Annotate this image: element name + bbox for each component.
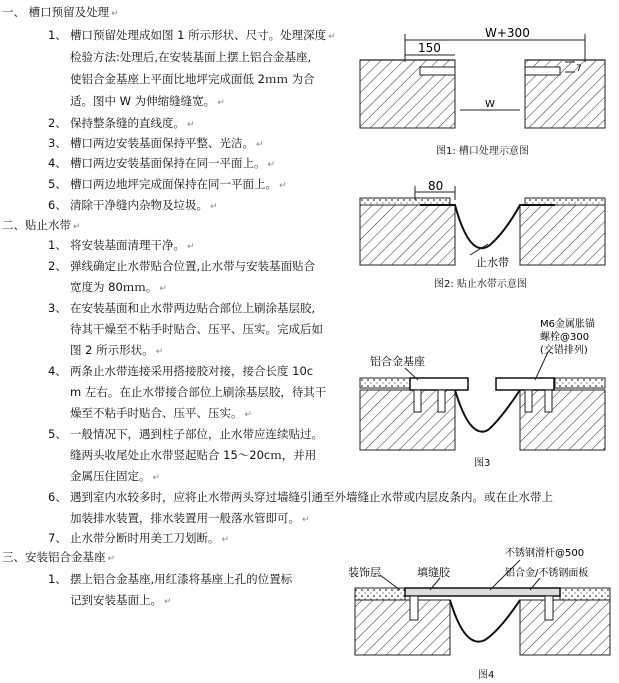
item-number: 5、 (48, 177, 67, 191)
text-line: 槽口两边安装基面保持平整、光洁。 ↵ (70, 136, 264, 150)
text-line: 将安装基面清理干净。 ↵ (70, 238, 195, 252)
fig3-label-right-1: M6金属胀锚 (540, 319, 595, 330)
text-line: 图 2 所示形状。 ↵ (70, 343, 164, 357)
figure-4-caption: 图4 (478, 670, 495, 681)
text-line: 槽口两边地坪完成面保持在同一平面上。 ↵ (70, 177, 287, 191)
text-line: 缝两头收尾处止水带竖起贴合 15～20cｍ，并用 (70, 448, 317, 462)
text-line: 清除干净缝内杂物及垃圾。 ↵ (70, 198, 218, 212)
fig2-label: 止水带 (476, 256, 509, 269)
item-number: 1、 (48, 238, 67, 252)
text-line: 待其干燥至不粘手时贴合、压平、压实。完成后如 (70, 322, 323, 336)
text-line: 加装排水装置，排水装置用一般落水管即可。 ↵ (70, 511, 310, 525)
fig3-label-right-3: (交错排列) (540, 345, 588, 356)
text-line: 检验方法:处理后,在安装基面上摆上铝合金基座, (70, 50, 312, 64)
item-number: 3、 (48, 301, 67, 315)
item-number: 4、 (48, 156, 67, 170)
item-number: 2、 (48, 116, 67, 130)
text-line: 遇到室内水较多时，应将止水带两头穿过墙缝引通至外墙缝止水带或内层皮条内。或在止水带上 (70, 490, 553, 504)
fig3-label-right-2: 螺栓@300 (540, 332, 590, 343)
text-line: 两条止水带连接采用搭接胶对接，接合长度 10c (70, 364, 314, 378)
item-number: 3、 (48, 136, 67, 150)
text-line: 燥至不粘手时贴合、压平、压实。 ↵ (70, 406, 253, 420)
text-line: 记到安装基面上。 ↵ (70, 593, 172, 607)
item-number: 6、 (48, 198, 67, 212)
fig2-dim-top: 80 (428, 179, 444, 193)
item-number: 2、 (48, 259, 67, 273)
text-line: m 左右。在止水带接合部位上刷涂基层胶，待其干 (70, 385, 327, 399)
text-line: 使铝合金基座上平面比地坪完成面低 2ｍｍ 为合 (70, 72, 315, 86)
item-number: 1、 (48, 28, 67, 42)
fig1-dim-left: 150 (418, 41, 441, 55)
text-line: 槽口两边安装基面保持在同一平面上。 ↵ (70, 156, 276, 170)
fig1-dim-top: W+300 (485, 26, 530, 40)
figure-3 (360, 317, 605, 450)
item-number: 6、 (48, 490, 67, 504)
item-number: 5、 (48, 427, 67, 441)
fig4-label-right: 铝合金/不锈钢面板 (505, 568, 589, 579)
figure-1-caption: 图1: 槽口处理示意图 (436, 146, 529, 157)
text-line: 金属压住固定。 ↵ (70, 469, 161, 483)
text-line: 保持整条缝的直线度。 ↵ (70, 116, 195, 130)
text-line: 适。图中 W 为伸缩缝缝宽。 ↵ (70, 94, 225, 108)
section-2-heading: 二、贴止水带 ↵ (2, 218, 81, 232)
text-line: 宽度为 80ｍｍ。 ↵ (70, 280, 167, 294)
section-1-heading: 一、 槽口预留及处理 ↵ (2, 5, 119, 19)
text-line: 止水带分断时用美工刀划断。 ↵ (70, 531, 230, 545)
text-line: 弹线确定止水带贴合位置,止水带与安装基面贴合 (70, 259, 316, 273)
figure-2-caption: 图2: 贴止水带示意图 (434, 279, 527, 290)
fig3-label-left: 铝合金基座 (370, 355, 425, 368)
figure-4 (348, 546, 610, 655)
figure-1 (360, 26, 605, 128)
fig4-label-top: 不锈钢滑杆@500 (505, 548, 585, 559)
figure-2 (360, 179, 605, 269)
fig4-label-left: 装饰层 (348, 566, 381, 579)
text-line: 一般情况下，遇到柱子部位，止水带应连续贴过。 (70, 427, 323, 441)
fig1-dim-gap: W (485, 99, 495, 110)
fig4-label-mid: 填缝胶 (417, 566, 450, 579)
item-number: 4、 (48, 364, 67, 378)
item-number: 1、 (48, 572, 67, 586)
text-line: 摆上铝合金基座,用红漆将基座上孔的位置标 (70, 572, 293, 586)
fig1-dim-small: 7 (576, 64, 582, 74)
text-line: 在安装基面和止水带两边贴合部位上刷涂基层胶, (70, 301, 316, 315)
section-3-heading: 三、安装铝合金基座 ↵ (2, 550, 116, 564)
figure-3-caption: 图3 (474, 458, 491, 469)
text-line: 槽口预留处理成如图 1 所示形状、尺寸。处理深度 ↵ (70, 28, 336, 42)
item-number: 7、 (48, 531, 67, 545)
